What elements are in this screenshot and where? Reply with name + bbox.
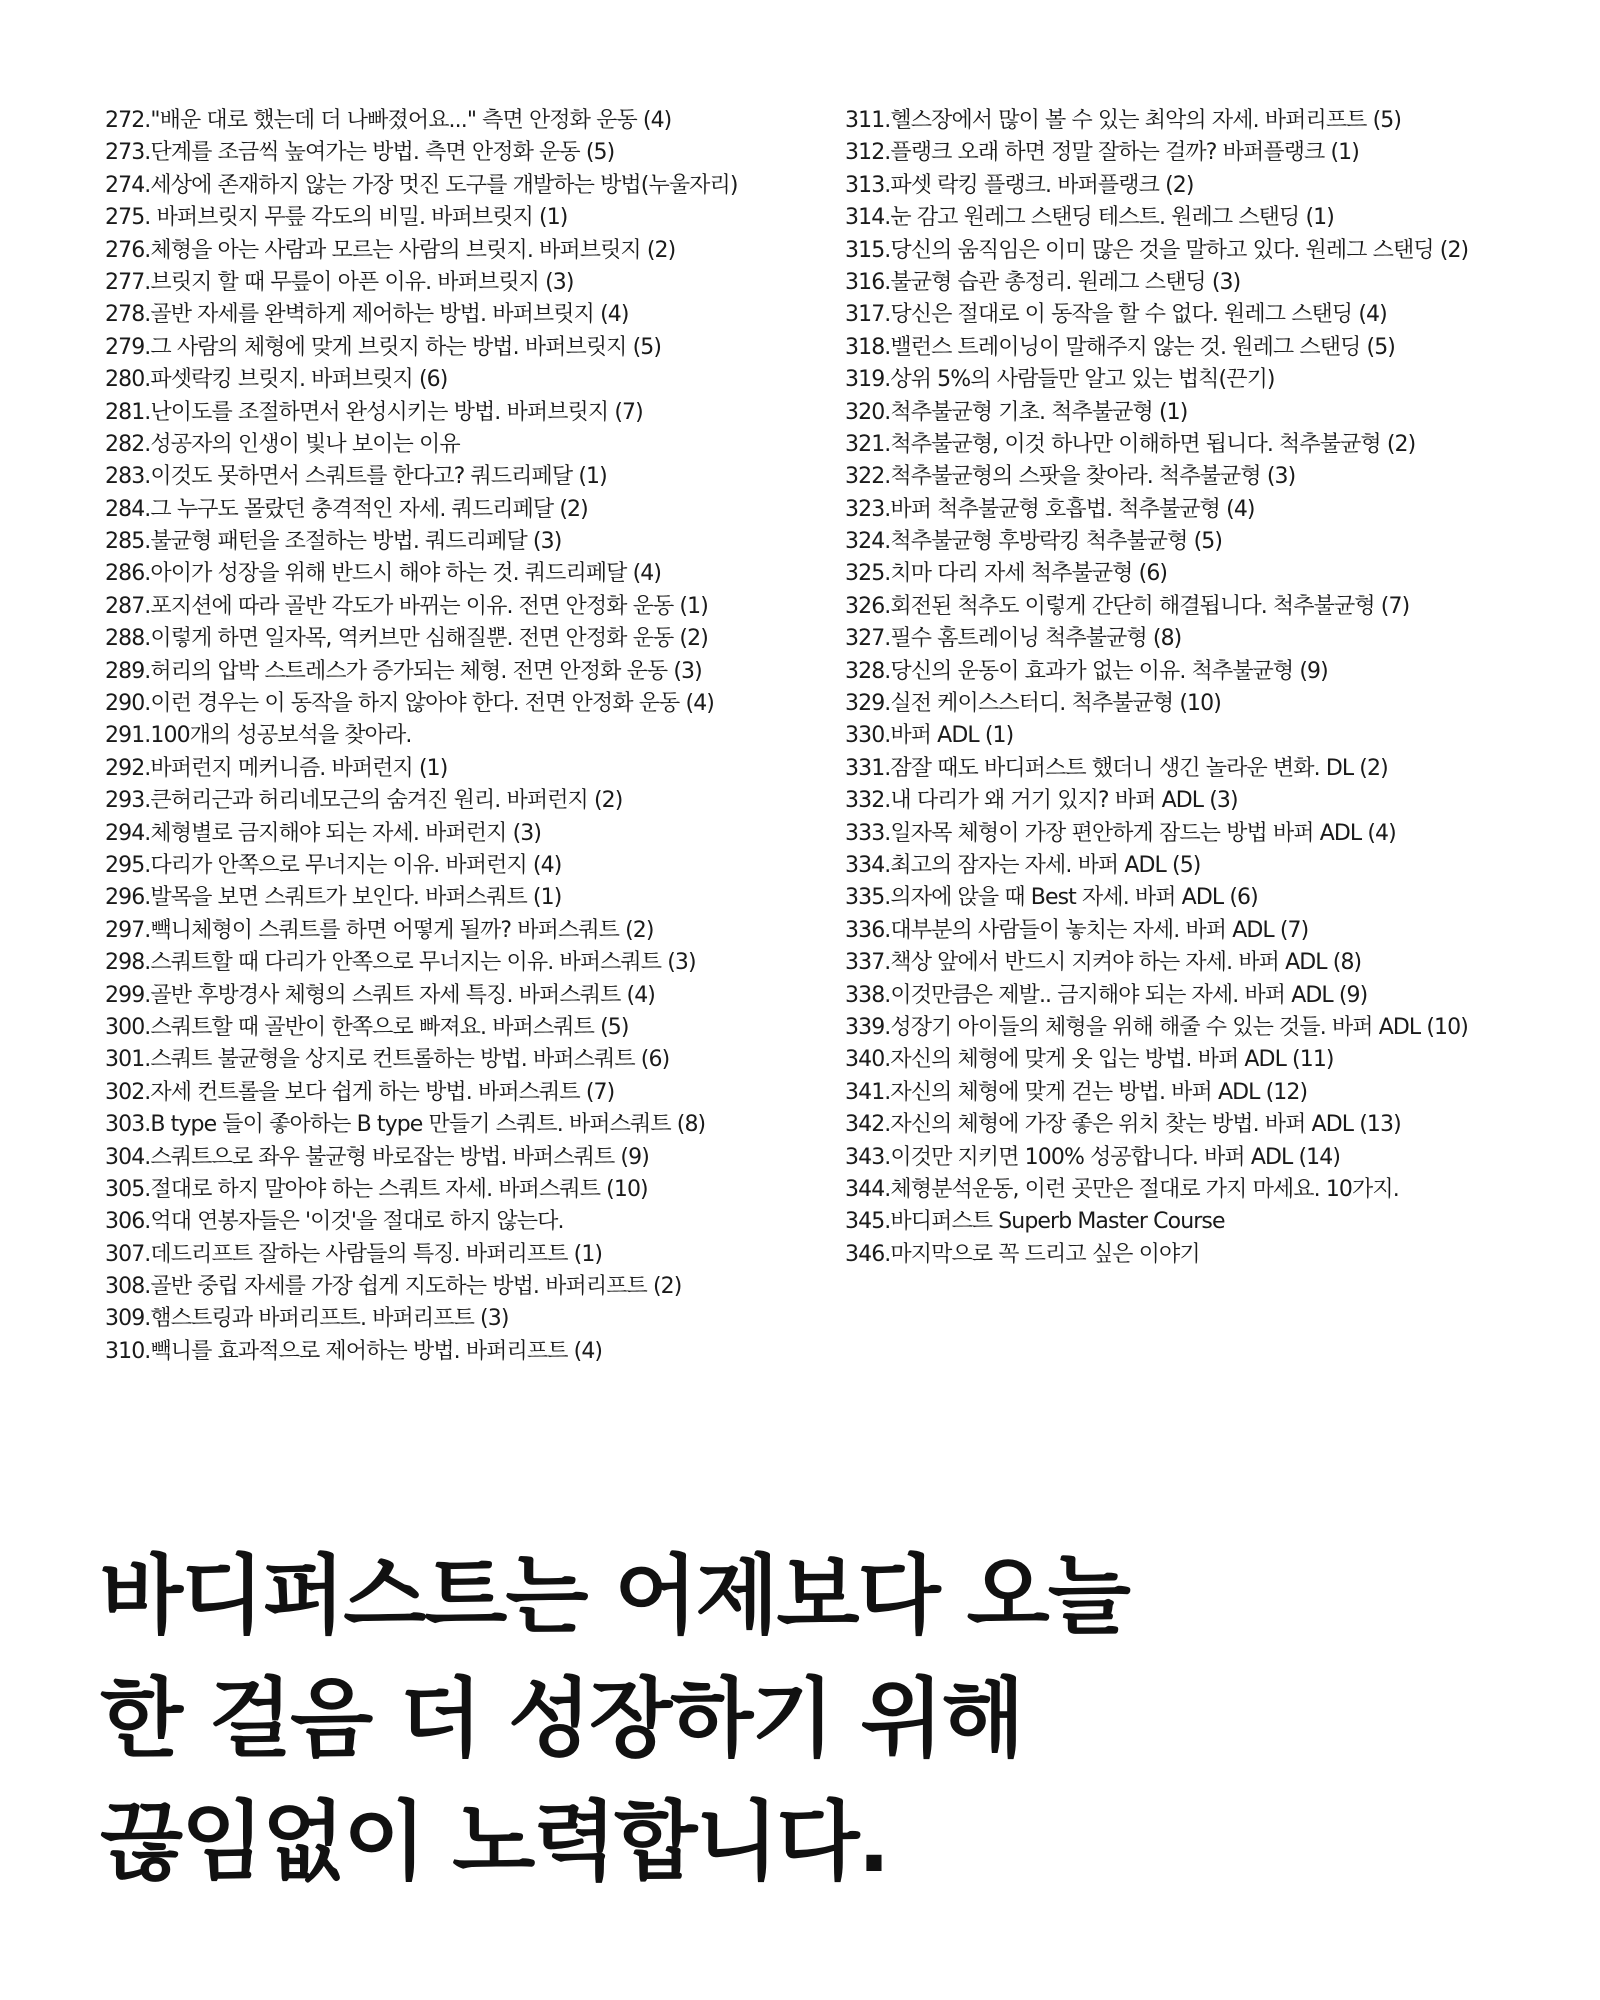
curriculum-item: 283.이것도 못하면서 스쿼트를 한다고? 쿼드리페달 (1) (105, 464, 607, 490)
curriculum-item: 301.스쿼트 불균형을 상지로 컨트롤하는 방법. 바퍼스쿼트 (6) (105, 1047, 670, 1073)
curriculum-item: 289.허리의 압박 스트레스가 증가되는 체형. 전면 안정화 운동 (3) (105, 658, 702, 684)
curriculum-item: 337.책상 앞에서 반드시 지켜야 하는 자세. 바퍼 ADL (8) (845, 950, 1362, 976)
curriculum-item: 296.발목을 보면 스쿼트가 보인다. 바퍼스쿼트 (1) (105, 885, 562, 911)
curriculum-item: 286.아이가 성장을 위해 반드시 해야 하는 것. 쿼드리페달 (4) (105, 561, 662, 587)
curriculum-item: 320.척추불균형 기초. 척추불균형 (1) (845, 399, 1188, 425)
curriculum-item: 335.의자에 앉을 때 Best 자세. 바퍼 ADL (6) (845, 885, 1258, 911)
curriculum-item: 284.그 누구도 몰랐던 충격적인 자세. 쿼드리페달 (2) (105, 496, 588, 522)
curriculum-item: 295.다리가 안쪽으로 무너지는 이유. 바퍼런지 (4) (105, 852, 562, 878)
curriculum-item: 318.밸런스 트레이닝이 말해주지 않는 것. 원레그 스탠딩 (5) (845, 334, 1395, 360)
curriculum-item: 290.이런 경우는 이 동작을 하지 않아야 한다. 전면 안정화 운동 (4) (105, 691, 714, 717)
curriculum-item: 288.이렇게 하면 일자목, 역커브만 심해질뿐. 전면 안정화 운동 (2) (105, 626, 708, 652)
curriculum-item: 334.최고의 잠자는 자세. 바퍼 ADL (5) (845, 852, 1201, 878)
curriculum-item: 285.불균형 패턴을 조절하는 방법. 쿼드리페달 (3) (105, 529, 562, 555)
curriculum-item: 303.B type 들이 좋아하는 B type 만들기 스쿼트. 바퍼스쿼트 (8) (105, 1112, 706, 1138)
curriculum-item: 294.체형별로 금지해야 되는 자세. 바퍼런지 (3) (105, 820, 542, 846)
curriculum-item: 344.체형분석운동, 이런 곳만은 절대로 가지 마세요. 10가지. (845, 1176, 1399, 1202)
curriculum-item: 342.자신의 체형에 가장 좋은 위치 찾는 방법. 바퍼 ADL (13) (845, 1112, 1401, 1138)
curriculum-item: 291.100개의 성공보석을 찾아라. (105, 723, 412, 749)
curriculum-item: 330.바퍼 ADL (1) (845, 723, 1014, 749)
curriculum-item: 305.절대로 하지 말아야 하는 스쿼트 자세. 바퍼스쿼트 (10) (105, 1176, 648, 1202)
headline-line-1: 바디퍼스트는 어제보다 오늘 (100, 1546, 1129, 1646)
curriculum-item: 343.이것만 지키면 100% 성공합니다. 바퍼 ADL (14) (845, 1144, 1341, 1170)
curriculum-right-column (845, 105, 1545, 1368)
curriculum-item: 310.빽니를 효과적으로 제어하는 방법. 바퍼리프트 (4) (105, 1338, 603, 1364)
curriculum-item: 319.상위 5%의 사람들만 알고 있는 법칙(끈기) (845, 367, 1275, 393)
curriculum-item: 339.성장기 아이들의 체형을 위해 해줄 수 있는 것들. 바퍼 ADL (10) (845, 1014, 1468, 1040)
curriculum-item: 324.척추불균형 후방락킹 척추불균형 (5) (845, 529, 1223, 555)
curriculum-item: 326.회전된 척추도 이렇게 간단히 해결됩니다. 척추불균형 (7) (845, 593, 1410, 619)
curriculum-item: 306.억대 연봉자들은 '이것'을 절대로 하지 않는다. (105, 1209, 564, 1235)
curriculum-list (105, 105, 1555, 1368)
curriculum-item: 308.골반 중립 자세를 가장 쉽게 지도하는 방법. 바퍼리프트 (2) (105, 1274, 682, 1300)
curriculum-item: 275. 바퍼브릿지 무릎 각도의 비밀. 바퍼브릿지 (1) (105, 205, 568, 231)
curriculum-item: 309.햄스트링과 바퍼리프트. 바퍼리프트 (3) (105, 1306, 509, 1332)
curriculum-left-column (105, 105, 845, 1368)
curriculum-item: 279.그 사람의 체형에 맞게 브릿지 하는 방법. 바퍼브릿지 (5) (105, 334, 662, 360)
curriculum-item: 333.일자목 체형이 가장 편안하게 잠드는 방법 바퍼 ADL (4) (845, 820, 1396, 846)
curriculum-item: 280.파셋락킹 브릿지. 바퍼브릿지 (6) (105, 367, 448, 393)
curriculum-item: 307.데드리프트 잘하는 사람들의 특징. 바퍼리프트 (1) (105, 1241, 603, 1267)
curriculum-item: 329.실전 케이스스터디. 척추불균형 (10) (845, 691, 1221, 717)
curriculum-item: 325.치마 다리 자세 척추불균형 (6) (845, 561, 1168, 587)
curriculum-item: 345.바디퍼스트 Superb Master Course (845, 1209, 1225, 1235)
curriculum-item: 297.빽니체형이 스쿼트를 하면 어떻게 될까? 바퍼스쿼트 (2) (105, 917, 654, 943)
curriculum-item: 282.성공자의 인생이 빛나 보이는 이유 (105, 431, 460, 457)
headline-line-2: 한 걸음 더 성장하기 위해 (100, 1669, 1023, 1769)
curriculum-item: 346.마지막으로 꼭 드리고 싶은 이야기 (845, 1241, 1200, 1267)
curriculum-item: 272."배운 대로 했는데 더 나빠졌어요..." 측면 안정화 운동 (4) (105, 108, 672, 133)
curriculum-item: 313.파셋 락킹 플랭크. 바퍼플랭크 (2) (845, 172, 1194, 198)
curriculum-item: 304.스쿼트으로 좌우 불균형 바로잡는 방법. 바퍼스쿼트 (9) (105, 1144, 649, 1170)
curriculum-item: 322.척추불균형의 스팟을 찾아라. 척추불균형 (3) (845, 464, 1296, 490)
curriculum-item: 302.자세 컨트롤을 보다 쉽게 하는 방법. 바퍼스쿼트 (7) (105, 1079, 615, 1105)
curriculum-item: 341.자신의 체형에 맞게 걷는 방법. 바퍼 ADL (12) (845, 1079, 1308, 1105)
curriculum-item: 316.불균형 습관 총정리. 원레그 스탠딩 (3) (845, 269, 1241, 295)
curriculum-item: 331.잠잘 때도 바디퍼스트 했더니 생긴 놀라운 변화. DL (2) (845, 755, 1388, 781)
curriculum-item: 315.당신의 움직임은 이미 많은 것을 말하고 있다. 원레그 스탠딩 (2) (845, 237, 1469, 263)
curriculum-item: 323.바퍼 척추불균형 호흡법. 척추불균형 (4) (845, 496, 1255, 522)
curriculum-item: 300.스쿼트할 때 골반이 한쪽으로 빠져요. 바퍼스쿼트 (5) (105, 1014, 629, 1040)
curriculum-item: 340.자신의 체형에 맞게 옷 입는 방법. 바퍼 ADL (11) (845, 1047, 1334, 1073)
headline-line-3: 끊임없이 노력합니다. (100, 1792, 889, 1892)
curriculum-item: 327.필수 홈트레이닝 척추불균형 (8) (845, 626, 1182, 652)
curriculum-item: 299.골반 후방경사 체형의 스쿼트 자세 특징. 바퍼스쿼트 (4) (105, 982, 655, 1008)
curriculum-item: 281.난이도를 조절하면서 완성시키는 방법. 바퍼브릿지 (7) (105, 399, 643, 425)
curriculum-item: 274.세상에 존재하지 않는 가장 멋진 도구를 개발하는 방법(누울자리) (105, 172, 738, 198)
curriculum-item: 293.큰허리근과 허리네모근의 숨겨진 원리. 바퍼런지 (2) (105, 788, 623, 814)
curriculum-item: 278.골반 자세를 완벽하게 제어하는 방법. 바퍼브릿지 (4) (105, 302, 629, 328)
curriculum-item: 292.바퍼런지 메커니즘. 바퍼런지 (1) (105, 755, 448, 781)
curriculum-item: 314.눈 감고 원레그 스탠딩 테스트. 원레그 스탠딩 (1) (845, 205, 1334, 231)
curriculum-item: 273.단계를 조금씩 높여가는 방법. 측면 안정화 운동 (5) (105, 140, 615, 166)
curriculum-item: 332.내 다리가 왜 거기 있지? 바퍼 ADL (3) (845, 788, 1238, 814)
curriculum-item: 338.이것만큼은 제발.. 금지해야 되는 자세. 바퍼 ADL (9) (845, 982, 1368, 1008)
curriculum-item: 328.당신의 운동이 효과가 없는 이유. 척추불균형 (9) (845, 658, 1328, 684)
closing-headline (100, 1535, 1520, 1904)
curriculum-item: 277.브릿지 할 때 무릎이 아픈 이유. 바퍼브릿지 (3) (105, 269, 574, 295)
curriculum-item: 312.플랭크 오래 하면 정말 잘하는 걸까? 바퍼플랭크 (1) (845, 140, 1359, 166)
curriculum-item: 321.척추불균형, 이것 하나만 이해하면 됩니다. 척추불균형 (2) (845, 431, 1416, 457)
curriculum-item: 317.당신은 절대로 이 동작을 할 수 없다. 원레그 스탠딩 (4) (845, 302, 1387, 328)
curriculum-item: 311.헬스장에서 많이 볼 수 있는 최악의 자세. 바퍼리프트 (5) (845, 108, 1402, 133)
curriculum-item: 276.체형을 아는 사람과 모르는 사람의 브릿지. 바퍼브릿지 (2) (105, 237, 676, 263)
curriculum-item: 336.대부분의 사람들이 놓치는 자세. 바퍼 ADL (7) (845, 917, 1309, 943)
curriculum-item: 287.포지션에 따라 골반 각도가 바뀌는 이유. 전면 안정화 운동 (1) (105, 593, 708, 619)
curriculum-item: 298.스쿼트할 때 다리가 안쪽으로 무너지는 이유. 바퍼스쿼트 (3) (105, 950, 696, 976)
